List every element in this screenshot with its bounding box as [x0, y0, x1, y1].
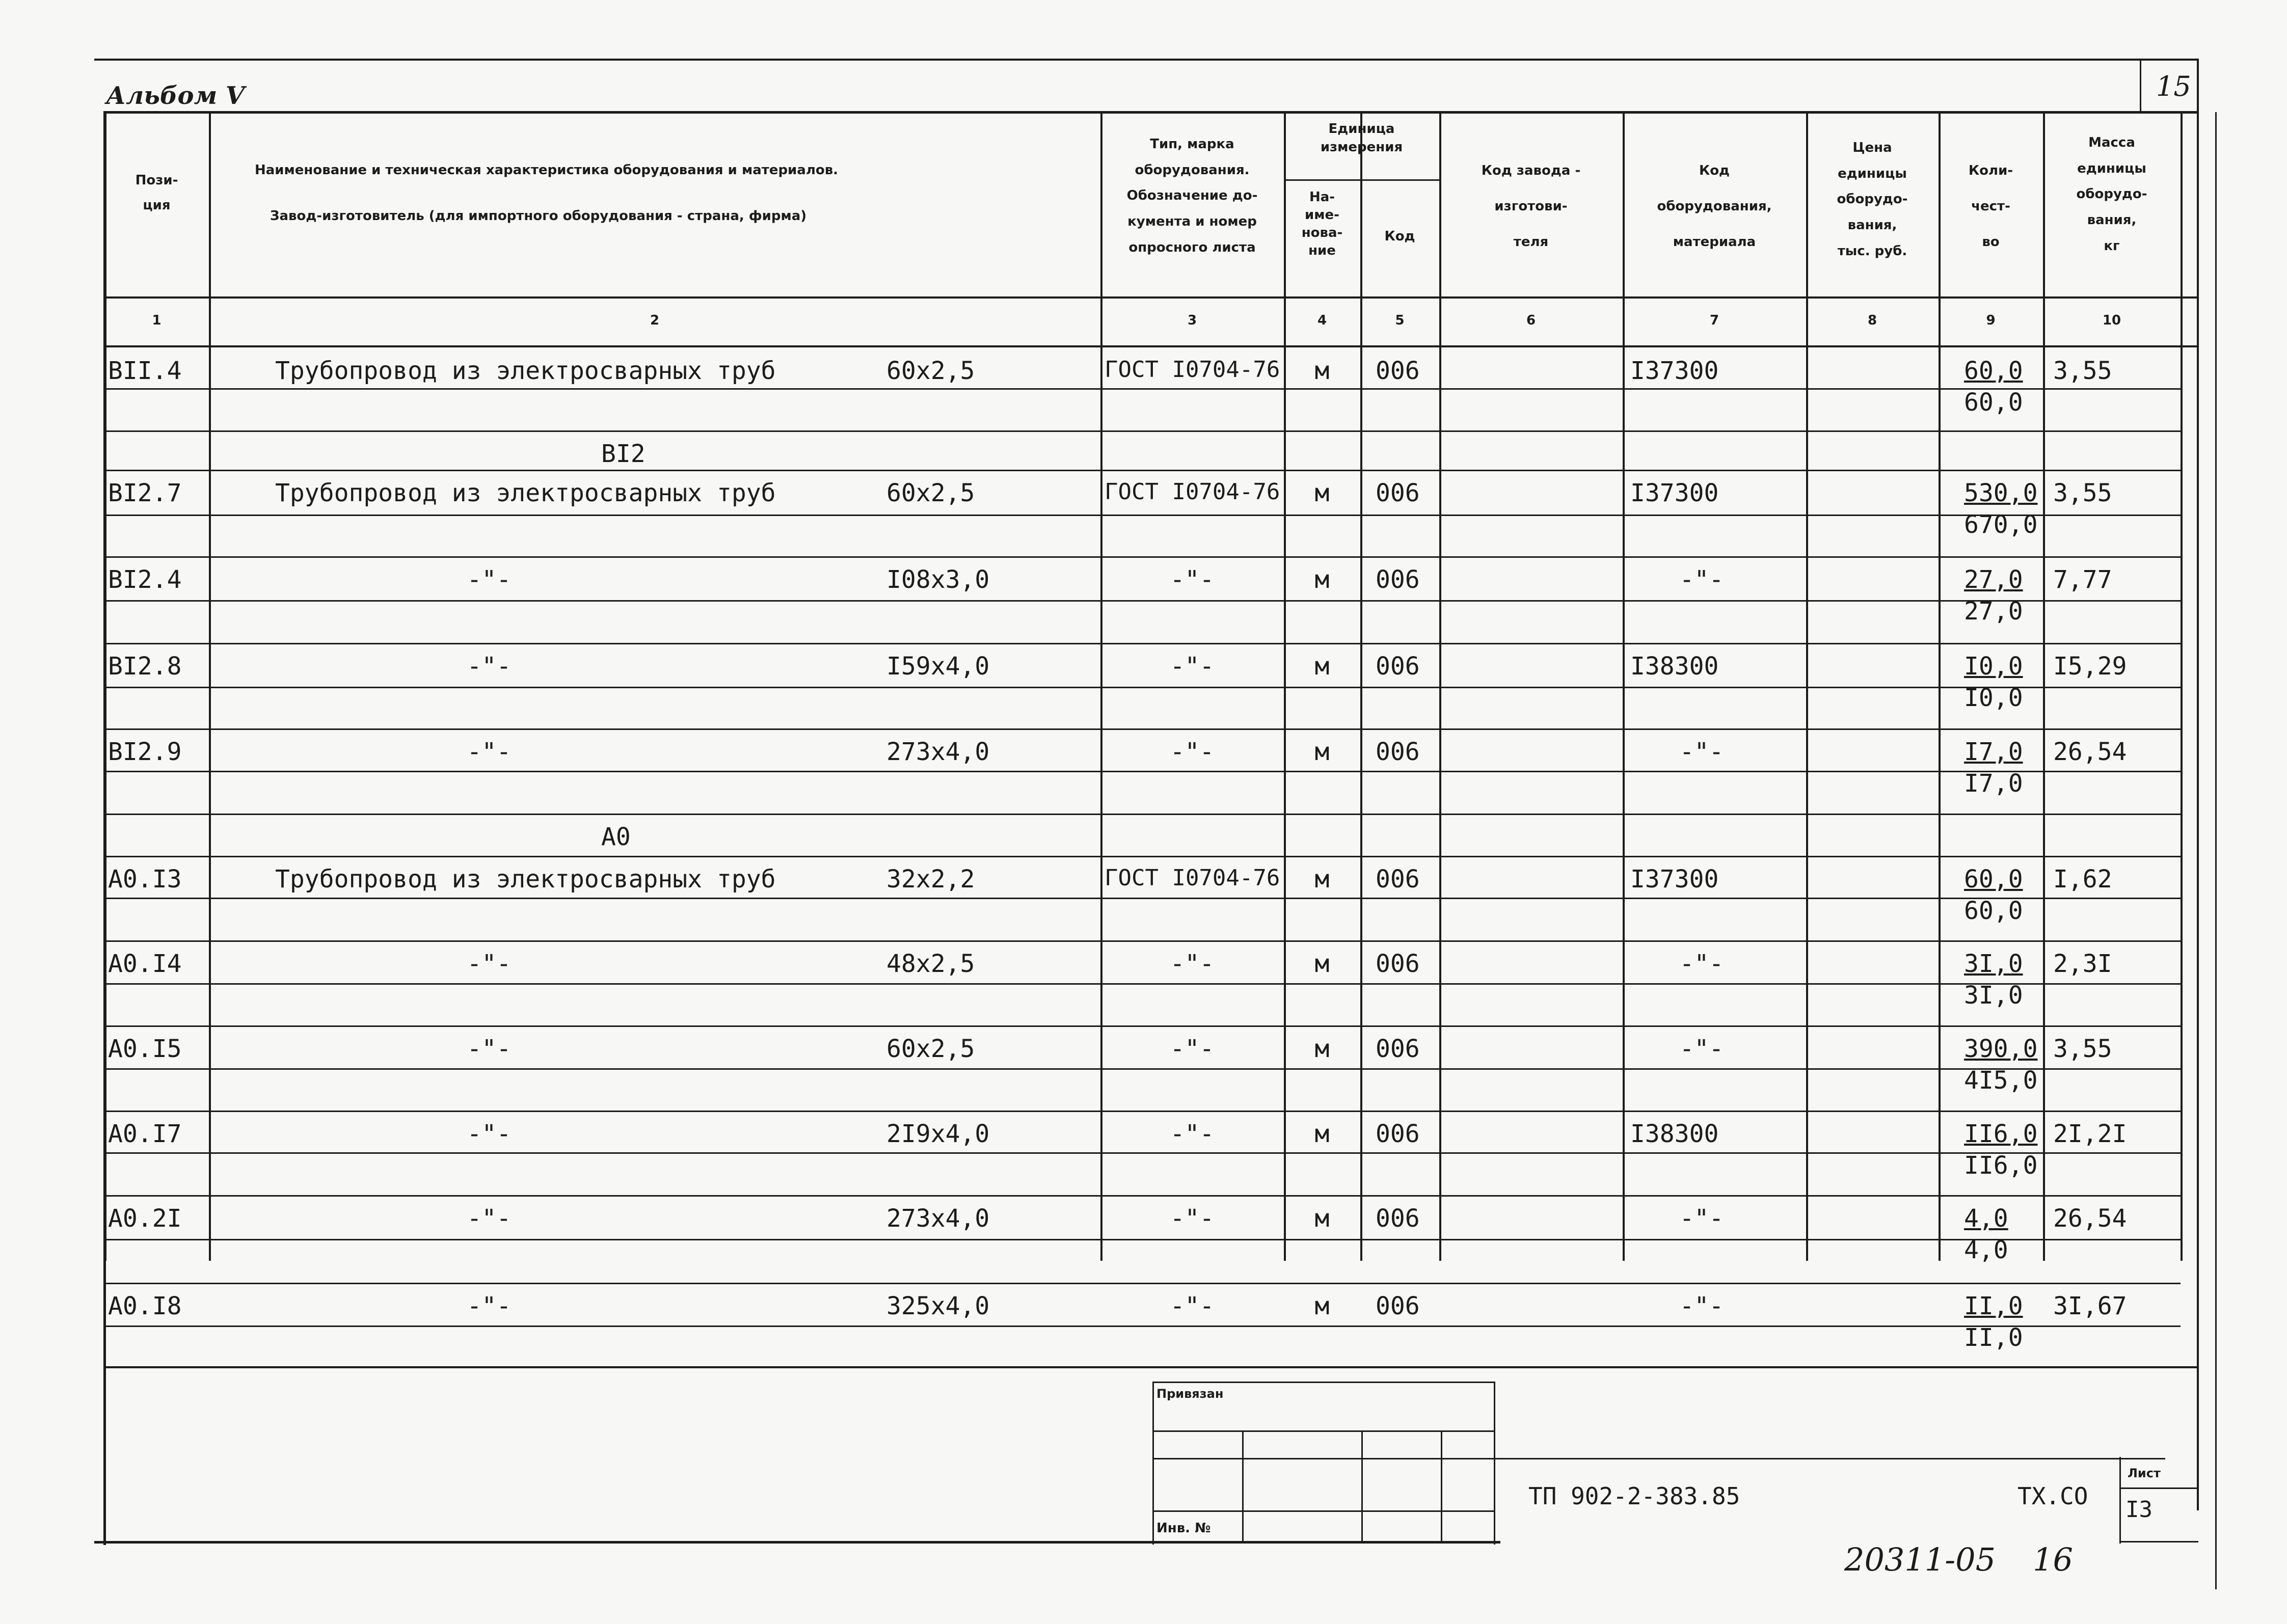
header-name-line1: Наименование и техническая характеристика оборудования и материалов.: [255, 163, 839, 178]
header-factory-code: Код завода - изготови- теля: [1481, 163, 1581, 250]
row-qty-bottom: I7,0: [1964, 769, 2023, 798]
row-unit-code: 006: [1376, 865, 1420, 894]
row-unit-code: 006: [1376, 950, 1420, 978]
row-unit-code: 006: [1376, 1292, 1420, 1320]
row-position: A0.I8: [108, 1292, 182, 1320]
table-bottom: [104, 1366, 2198, 1368]
row-equip: -"-: [1679, 1292, 1724, 1320]
row-unit: м: [1314, 357, 1330, 385]
row-qty-top: I7,0: [1964, 738, 2023, 766]
row-name: Трубопровод из электросварных труб: [275, 357, 776, 385]
row-qty-top: 530,0: [1964, 479, 2038, 507]
row-qty-bottom: 670,0: [1964, 510, 2038, 539]
row-qty-top: 60,0: [1964, 865, 2023, 894]
row-line-0: [104, 388, 2181, 390]
row-qty-top: I0,0: [1964, 652, 2023, 681]
row-equip: I37300: [1630, 357, 1719, 385]
page-box-left: [2140, 60, 2141, 113]
header-qty: Коли- чест- во: [1968, 163, 2013, 250]
row-position: BI2.4: [108, 565, 182, 594]
sheet-box-bottom: [2119, 1541, 2198, 1542]
column-number-8: 8: [1867, 313, 1877, 328]
row-unit-code: 006: [1376, 565, 1420, 594]
row-unit: м: [1314, 865, 1330, 894]
row-equip: I38300: [1630, 1120, 1719, 1148]
row-name: -"-: [467, 1292, 512, 1320]
row-unit-code: 006: [1376, 479, 1420, 507]
row-size: I59x4,0: [886, 652, 990, 681]
stamp-v1: [1242, 1430, 1244, 1544]
column-number-3: 3: [1187, 313, 1197, 328]
row-line-16: [104, 1068, 2181, 1070]
row-unit-code: 006: [1376, 1204, 1420, 1233]
row-doc: ГОСТ I0704-76: [1105, 865, 1280, 891]
row-line-22: [104, 1325, 2181, 1327]
row-qty-bottom: 60,0: [1964, 897, 2023, 925]
stamp-project: ТП 902-2-383.85: [1528, 1482, 1740, 1510]
section-title: BI2: [601, 440, 645, 468]
row-qty-bottom: 3I,0: [1964, 981, 2023, 1010]
stamp-box-left: [1152, 1382, 1154, 1545]
frame-right: [2197, 59, 2199, 1510]
row-unit: м: [1314, 1120, 1330, 1148]
row-size: 2I9x4,0: [886, 1120, 990, 1148]
row-doc: -"-: [1170, 652, 1215, 681]
row-doc: -"-: [1170, 1292, 1215, 1320]
row-qty-top: 27,0: [1964, 565, 2023, 594]
row-doc: -"-: [1170, 738, 1215, 766]
row-unit: м: [1314, 738, 1330, 766]
header-name-line2: Завод-изготовитель (для импортного оборудования - страна, фирма): [270, 208, 807, 224]
row-line-3: [104, 515, 2181, 516]
row-position: A0.2I: [108, 1204, 182, 1233]
row-line-6: [104, 643, 2181, 644]
row-name: -"-: [467, 565, 512, 594]
row-name: -"-: [467, 1204, 512, 1233]
frame-right-outer: [2215, 112, 2217, 1589]
column-number-5: 5: [1395, 313, 1405, 328]
colnum-bottom: [104, 345, 2198, 347]
row-line-2: [104, 470, 2181, 471]
row-equip: -"-: [1679, 1204, 1724, 1233]
row-position: A0.I3: [108, 865, 182, 894]
row-qty-top: II6,0: [1964, 1120, 2038, 1148]
column-number-2: 2: [650, 313, 660, 328]
row-position: BII.4: [108, 357, 182, 385]
header-type: Тип, марка оборудования. Обозначение до- кумента и номер опросного листа: [1126, 137, 1258, 255]
row-unit: м: [1314, 565, 1330, 594]
row-position: A0.I7: [108, 1120, 182, 1148]
row-qty-top: 390,0: [1964, 1035, 2038, 1063]
stamp-mark: ТХ.СО: [2017, 1482, 2088, 1510]
row-doc: -"-: [1170, 565, 1215, 594]
col-line-unit-code: [1360, 111, 1362, 1261]
row-size: 32x2,2: [886, 865, 975, 894]
row-doc: -"-: [1170, 950, 1215, 978]
row-size: 325x4,0: [886, 1292, 990, 1320]
row-size: 48x2,5: [886, 950, 975, 978]
stamp-sheet-label: Лист: [2128, 1466, 2161, 1480]
bottom-border: [94, 1541, 1500, 1544]
section-title: A0: [601, 823, 631, 851]
row-qty-bottom: 4I5,0: [1964, 1066, 2038, 1095]
col-line-name: [209, 111, 211, 1261]
header-unit-name: На- име- нова- ние: [1301, 190, 1343, 259]
row-unit: м: [1314, 1292, 1330, 1320]
col-line-end: [2181, 111, 2183, 1261]
row-doc: -"-: [1170, 1035, 1215, 1063]
row-equip: -"-: [1679, 738, 1724, 766]
header-unit-group: Единица измерения: [1320, 121, 1403, 155]
row-mass: I5,29: [2053, 652, 2127, 681]
row-line-10: [104, 814, 2181, 815]
row-line-9: [104, 771, 2181, 772]
row-doc: ГОСТ I0704-76: [1105, 357, 1280, 383]
row-line-14: [104, 983, 2181, 985]
row-qty-bottom: II6,0: [1964, 1151, 2038, 1180]
column-number-1: 1: [152, 313, 162, 328]
header-price: Цена единицы оборудо- вания, тыс. руб.: [1837, 140, 1908, 259]
row-line-12: [104, 898, 2181, 899]
row-name: -"-: [467, 950, 512, 978]
row-equip: I38300: [1630, 652, 1719, 681]
stamp-inv-no: Инв. №: [1156, 1521, 1211, 1536]
row-size: 273x4,0: [886, 738, 990, 766]
col-line-qty: [1939, 111, 1941, 1261]
page-number-top: 15: [2156, 70, 2191, 102]
row-qty-bottom: 4,0: [1964, 1236, 2008, 1264]
header-top: [104, 111, 2198, 114]
row-name: -"-: [467, 1035, 512, 1063]
row-mass: 3,55: [2053, 357, 2112, 385]
row-size: 273x4,0: [886, 1204, 990, 1233]
col-line-pos: [104, 111, 106, 1261]
row-position: BI2.9: [108, 738, 182, 766]
row-name: Трубопровод из электросварных труб: [275, 865, 776, 894]
sheet-box-h: [2119, 1487, 2198, 1489]
row-line-1: [104, 430, 2181, 432]
row-name: -"-: [467, 738, 512, 766]
header-equip-code: Код оборудования, материала: [1657, 163, 1772, 250]
row-line-21: [104, 1283, 2181, 1284]
row-mass: 2,3I: [2053, 950, 2112, 978]
row-size: 60x2,5: [886, 1035, 975, 1063]
stamp-v2: [1361, 1430, 1363, 1544]
row-position: A0.I4: [108, 950, 182, 978]
album-label: Альбом V: [106, 82, 245, 110]
row-equip: -"-: [1679, 1035, 1724, 1063]
stamp-h1: [1152, 1430, 1494, 1432]
row-mass: 7,77: [2053, 565, 2112, 594]
row-equip: -"-: [1679, 565, 1724, 594]
row-unit: м: [1314, 1035, 1330, 1063]
row-line-7: [104, 687, 2181, 688]
row-size: 60x2,5: [886, 357, 975, 385]
row-name: -"-: [467, 1120, 512, 1148]
row-equip: I37300: [1630, 865, 1719, 894]
row-mass: 3,55: [2053, 479, 2112, 507]
row-mass: 26,54: [2053, 738, 2127, 766]
stamp-privyazan: Привязан: [1156, 1387, 1224, 1401]
stamp-h2: [1152, 1458, 2165, 1459]
row-position: BI2.7: [108, 479, 182, 507]
row-qty-top: 3I,0: [1964, 950, 2023, 978]
stamp-box-top: [1152, 1382, 1494, 1383]
header-position: Пози- ция: [135, 173, 178, 213]
col-line-unit-name: [1284, 111, 1286, 1261]
frame-top: [94, 59, 2198, 61]
row-unit-code: 006: [1376, 357, 1420, 385]
row-line-18: [104, 1152, 2181, 1154]
column-number-7: 7: [1709, 313, 1719, 328]
row-unit-code: 006: [1376, 1035, 1420, 1063]
col-line-mass: [2043, 111, 2045, 1261]
row-equip: I37300: [1630, 479, 1719, 507]
row-mass: 26,54: [2053, 1204, 2127, 1233]
row-line-11: [104, 856, 2181, 857]
row-line-19: [104, 1195, 2181, 1197]
col-line-type: [1100, 111, 1102, 1261]
header-bottom: [104, 296, 2198, 299]
stamp-sheet-no: I3: [2125, 1497, 2153, 1523]
col-line-equip: [1623, 111, 1625, 1261]
header-unit-code: Код: [1384, 229, 1415, 244]
row-name: Трубопровод из электросварных труб: [275, 479, 776, 507]
row-line-20: [104, 1239, 2181, 1240]
column-number-10: 10: [2102, 313, 2121, 328]
col-line-price: [1806, 111, 1808, 1261]
row-unit: м: [1314, 652, 1330, 681]
footer-page: 16: [2033, 1541, 2073, 1578]
row-qty-bottom: II,0: [1964, 1323, 2023, 1352]
row-unit: м: [1314, 1204, 1330, 1233]
header-mass: Масса единицы оборудо- вания, кг: [2076, 135, 2147, 254]
row-line-15: [104, 1025, 2181, 1027]
row-qty-bottom: I0,0: [1964, 684, 2023, 712]
row-qty-bottom: 27,0: [1964, 597, 2023, 626]
row-size: I08x3,0: [886, 565, 990, 594]
row-line-5: [104, 600, 2181, 602]
row-line-17: [104, 1111, 2181, 1112]
row-line-13: [104, 940, 2181, 942]
row-unit-code: 006: [1376, 652, 1420, 681]
column-number-6: 6: [1526, 313, 1536, 328]
row-qty-bottom: 60,0: [1964, 388, 2023, 417]
row-doc: -"-: [1170, 1120, 1215, 1148]
row-doc: -"-: [1170, 1204, 1215, 1233]
row-position: BI2.8: [108, 652, 182, 681]
row-qty-top: 60,0: [1964, 357, 2023, 385]
stamp-h3: [1152, 1510, 1494, 1512]
row-line-8: [104, 728, 2181, 730]
unit-group-divider: [1284, 179, 1439, 181]
row-unit-code: 006: [1376, 738, 1420, 766]
row-doc: ГОСТ I0704-76: [1105, 479, 1280, 505]
footer-number: 20311-05: [1844, 1541, 1996, 1578]
row-qty-top: 4,0: [1964, 1204, 2008, 1233]
column-number-9: 9: [1986, 313, 1996, 328]
row-name: -"-: [467, 652, 512, 681]
row-qty-top: II,0: [1964, 1292, 2023, 1320]
row-mass: 3I,67: [2053, 1292, 2127, 1320]
stamp-box-right: [1494, 1382, 1495, 1545]
row-line-4: [104, 556, 2181, 558]
row-mass: 2I,2I: [2053, 1120, 2127, 1148]
sheet-box-left: [2119, 1457, 2121, 1544]
row-unit: м: [1314, 479, 1330, 507]
row-size: 60x2,5: [886, 479, 975, 507]
row-mass: I,62: [2053, 865, 2112, 894]
col-line-factory: [1439, 111, 1441, 1261]
stamp-v3: [1441, 1430, 1442, 1544]
row-unit-code: 006: [1376, 1120, 1420, 1148]
row-position: A0.I5: [108, 1035, 182, 1063]
row-unit: м: [1314, 950, 1330, 978]
row-mass: 3,55: [2053, 1035, 2112, 1063]
row-equip: -"-: [1679, 950, 1724, 978]
column-number-4: 4: [1317, 313, 1327, 328]
